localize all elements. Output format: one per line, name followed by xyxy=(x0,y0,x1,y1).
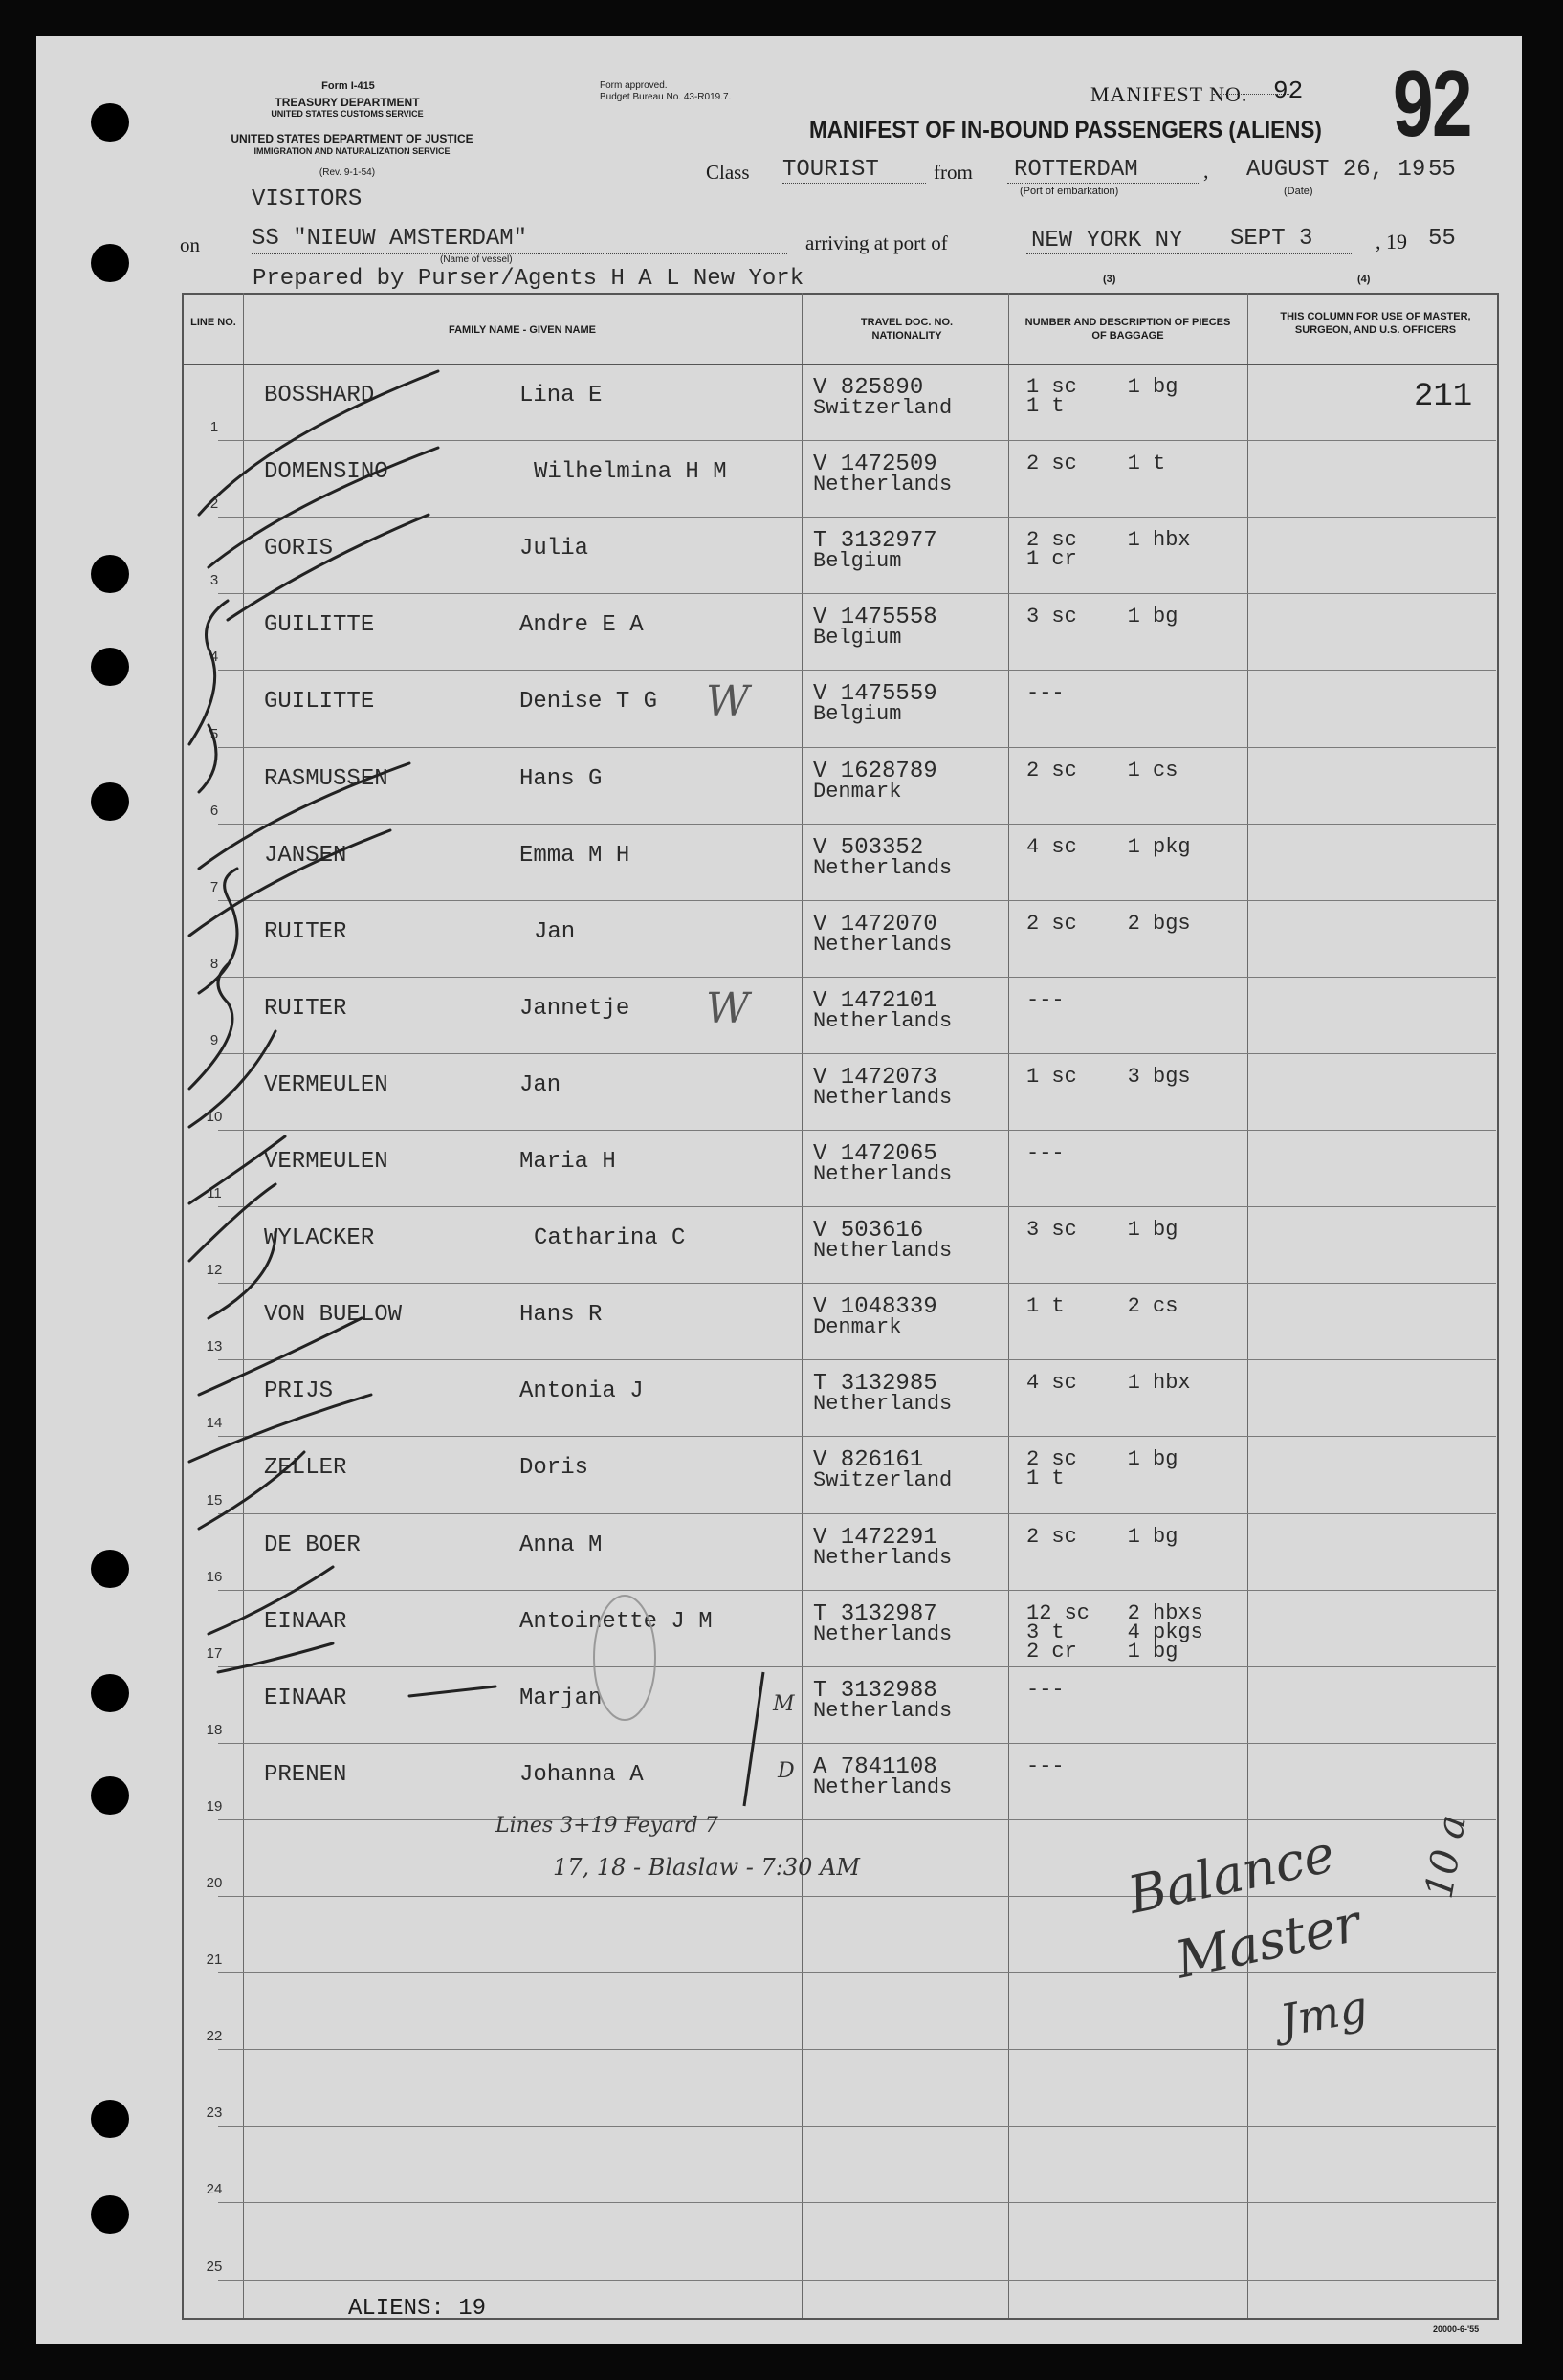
nationality: Switzerland xyxy=(813,1468,953,1493)
family-name: RUITER xyxy=(264,918,347,945)
manifest-title: MANIFEST OF IN-BOUND PASSENGERS (ALIENS) xyxy=(809,117,1322,143)
manifest-no-label: MANIFEST NO. xyxy=(1090,82,1248,106)
baggage-line-3: 2 cr 1 bg xyxy=(1026,1639,1178,1664)
from-dotted xyxy=(1007,183,1199,184)
arriving-year: 55 xyxy=(1428,226,1456,252)
print-code: 20000-6-'55 xyxy=(1433,2325,1480,2334)
binder-hole xyxy=(91,244,129,282)
class-dotted xyxy=(782,183,926,184)
ins-service: IMMIGRATION AND NATURALIZATION SERVICE xyxy=(253,146,451,156)
family-name: ZELLER xyxy=(264,1455,347,1482)
row-separator xyxy=(218,1972,1496,1973)
baggage-line-1: 1 t 2 cs xyxy=(1026,1294,1178,1319)
baggage-line-1: 4 sc 1 hbx xyxy=(1026,1371,1191,1396)
family-name: RUITER xyxy=(264,995,347,1022)
binder-hole xyxy=(91,2195,129,2234)
binder-hole xyxy=(91,648,129,686)
given-name: Andre E A xyxy=(519,612,644,639)
date-year: 55 xyxy=(1428,157,1456,183)
given-name: Hans R xyxy=(519,1302,603,1329)
nationality: Netherlands xyxy=(813,1698,953,1723)
row-separator xyxy=(218,2126,1496,2127)
signature-master: Master xyxy=(1170,1892,1366,1991)
travel-doc-no: T 3132977 xyxy=(813,528,937,555)
travel-doc-no: V 1472509 xyxy=(813,452,937,478)
binder-hole xyxy=(91,1550,129,1588)
baggage-line-1: 3 sc 1 bg xyxy=(1026,605,1178,629)
signature-initials: Jmg xyxy=(1276,1980,1372,2047)
line-number: 5 xyxy=(209,725,219,742)
nationality: Netherlands xyxy=(813,1008,953,1033)
binder-hole xyxy=(91,1776,129,1815)
line-number: 10 xyxy=(206,1109,223,1125)
row-separator xyxy=(218,2049,1496,2050)
nationality: Belgium xyxy=(813,626,902,650)
travel-doc-no: V 503352 xyxy=(813,834,924,861)
family-name: PRIJS xyxy=(264,1378,334,1405)
handwritten-note-2: 17, 18 - Blaslaw - 7:30 AM xyxy=(553,1854,860,1881)
nationality: Belgium xyxy=(813,549,902,574)
travel-doc-no: T 3132985 xyxy=(813,1371,937,1398)
travel-doc-no: A 7841108 xyxy=(813,1753,937,1780)
travel-doc-no: T 3132988 xyxy=(813,1677,937,1704)
col-header-name: FAMILY NAME - GIVEN NAME xyxy=(448,324,597,336)
class-value: TOURIST xyxy=(782,157,879,183)
line-number: 1 xyxy=(209,419,219,436)
line-number: 14 xyxy=(206,1415,223,1432)
baggage-line-1: --- xyxy=(1026,1677,1065,1702)
given-name: Hans G xyxy=(519,765,603,792)
line-number: 3 xyxy=(209,572,219,589)
date-note: (Date) xyxy=(1284,186,1313,197)
line-number: 17 xyxy=(206,1644,223,1662)
baggage-line-1: 1 sc 1 bg xyxy=(1026,375,1178,399)
vessel-dotted xyxy=(252,253,787,254)
manifest-no-stamp: 92 xyxy=(1393,51,1471,156)
nationality: Netherlands xyxy=(813,1545,953,1570)
family-name: PRENEN xyxy=(264,1761,347,1788)
col-header-line-no: LINE NO. xyxy=(190,317,236,328)
margin-note: W xyxy=(706,677,750,727)
binder-hole xyxy=(91,555,129,593)
form-number: Form I-415 xyxy=(321,80,375,92)
family-name: GUILITTE xyxy=(264,689,375,716)
row-separator xyxy=(218,2202,1496,2203)
check-marks xyxy=(170,362,505,1911)
baggage-line-1: --- xyxy=(1026,1141,1065,1165)
visitors-label: VISITORS xyxy=(252,187,363,212)
arriving-dotted xyxy=(1026,253,1352,254)
travel-doc-no: V 1475558 xyxy=(813,605,937,631)
given-name: Jan xyxy=(519,1071,561,1098)
vessel-name: SS "NIEUW AMSTERDAM" xyxy=(252,226,528,252)
line-number: 7 xyxy=(209,878,219,895)
travel-doc-no: V 1475559 xyxy=(813,681,937,708)
family-name: VERMEULEN xyxy=(264,1149,388,1175)
family-name: VON BUELOW xyxy=(264,1302,403,1329)
line-number: 8 xyxy=(209,955,219,972)
arriving-port: NEW YORK NY xyxy=(1031,228,1183,253)
nationality: Netherlands xyxy=(813,1621,953,1646)
line-number: 20 xyxy=(206,1875,223,1891)
family-name: WYLACKER xyxy=(264,1225,375,1252)
travel-doc-no: V 826161 xyxy=(813,1447,924,1474)
nationality: Netherlands xyxy=(813,473,953,497)
nationality: Netherlands xyxy=(813,1162,953,1186)
manifest-no-written: 92 xyxy=(1273,77,1304,105)
family-name: DOMENSINO xyxy=(264,459,388,486)
given-name: Jannetje xyxy=(519,995,630,1022)
circular-stamp xyxy=(582,1586,668,1730)
given-name: Maria H xyxy=(519,1149,616,1175)
family-name: VERMEULEN xyxy=(264,1071,388,1098)
baggage-line-1: 1 sc 3 bgs xyxy=(1026,1064,1191,1089)
binder-hole xyxy=(91,2100,129,2138)
binder-hole xyxy=(91,103,129,142)
svg-text:M: M xyxy=(773,1692,795,1716)
baggage-line-2: 1 cr xyxy=(1026,547,1077,572)
travel-doc-no: V 1628789 xyxy=(813,758,937,784)
line-number: 11 xyxy=(207,1185,222,1202)
nationality: Switzerland xyxy=(813,396,953,420)
family-name: RASMUSSEN xyxy=(264,765,388,792)
family-name: DE BOER xyxy=(264,1532,361,1558)
footer-aliens: ALIENS: 19 xyxy=(348,2296,487,2322)
baggage-line-2: 1 t xyxy=(1026,1466,1065,1491)
line-number: 18 xyxy=(206,1721,223,1738)
family-name: JANSEN xyxy=(264,842,347,869)
line-number: 15 xyxy=(206,1491,223,1509)
travel-doc-no: V 1472070 xyxy=(813,911,937,937)
given-name: Johanna A xyxy=(519,1761,644,1788)
svg-text:D: D xyxy=(778,1759,795,1783)
nationality: Denmark xyxy=(813,1315,902,1340)
line-number: 2 xyxy=(209,496,219,513)
line-number: 13 xyxy=(206,1338,223,1355)
treasury-dept: TREASURY DEPARTMENT xyxy=(275,96,420,109)
budget-bureau: Budget Bureau No. 43-R019.7. xyxy=(600,92,732,102)
given-name: Emma M H xyxy=(519,842,630,869)
nationality: Netherlands xyxy=(813,1392,953,1417)
handwritten-note-1: Lines 3+19 Feyard 7 xyxy=(495,1814,718,1838)
travel-doc-no: V 1472065 xyxy=(813,1141,937,1167)
nationality: Netherlands xyxy=(813,1085,953,1110)
nationality: Netherlands xyxy=(813,855,953,880)
col-header-baggage: NUMBER AND DESCRIPTION OF PIECES OF BAGGAGE xyxy=(1024,317,1231,342)
col3-label: (3) xyxy=(1103,274,1116,285)
arriving-year-prefix: , 19 xyxy=(1376,230,1407,253)
baggage-line-1: --- xyxy=(1026,987,1065,1012)
travel-doc-no: V 1472101 xyxy=(813,987,937,1014)
signature-balance: Balance xyxy=(1122,1822,1340,1927)
baggage-line-1: 4 sc 1 pkg xyxy=(1026,834,1191,859)
baggage-line-1: 2 sc 2 bgs xyxy=(1026,911,1191,936)
baggage-line-2: 3 t 4 pkgs xyxy=(1026,1620,1203,1644)
customs-service: UNITED STATES CUSTOMS SERVICE xyxy=(271,109,424,119)
given-name: Wilhelmina H M xyxy=(534,459,727,486)
line-number: 12 xyxy=(206,1262,223,1279)
given-name: Catharina C xyxy=(534,1225,686,1252)
baggage-line-1: 3 sc 1 bg xyxy=(1026,1218,1178,1243)
vessel-note: (Name of vessel) xyxy=(440,254,513,265)
col-header-officers: THIS COLUMN FOR USE OF MASTER, SURGEON, AND U.S. OFFICERS xyxy=(1280,311,1471,336)
prepared-by: Prepared by Purser/Agents H A L New York xyxy=(253,266,804,292)
given-name: Jan xyxy=(534,918,576,945)
form-approved: Form approved. xyxy=(600,80,668,91)
family-name: EINAAR xyxy=(264,1608,347,1635)
margin-note: W xyxy=(706,983,750,1033)
baggage-line-2: 1 t xyxy=(1026,394,1065,418)
officer-note: 211 xyxy=(1414,379,1473,415)
signature-time: 10 a xyxy=(1417,1811,1475,1903)
manifest-sheet: Form I-415 TREASURY DEPARTMENT UNITED STATES CUSTOMS SERVICE UNITED STATES DEPARTMENT OF JUSTICE IMMIGRATION AND NATURALIZATION SERVICE (Rev. 9-1-54) Form approved. Budget Bureau No. 43-R019.7. MANIFEST NO. 92 92 MANIFEST OF IN-BOUND PASSENGERS (ALIENS) Class TOURIST from ROTTERDAM (Port of embarkation) , AUGUST 26, 19 55 (Date) VISITORS on SS "NIEUW AMSTERDAM" (Name of vessel) arriving at port of NEW YORK NY SEPT 3 , 19 55 Prepared by Purser/Agents H A L New York (3) (4) LINE NO. FAMILY NAME - GIVEN NAME TRAVEL DOC. NO. NATIONALITY NUMBER AND DESCRIPTION OF PIECES OF BAGGAGE THIS COLUMN FOR USE OF MASTER, SURGEON, AND U.S. OFFICERS 1 BOSSHARD Lina E V 825890 Switzerland 1 sc 1 bg 1 t 211 2 DOMENSINO Wilhelmina H M V 1472509 Netherlands 2 sc 1 t 3 GORIS Julia T 3132977 Belgium 2 sc 1 hbx 1 cr 4 GUILITTE Andre E A V 1475558 Belgium 3 sc 1 bg 5 GUILITTE Denise T G V 1475559 Belgium --- W 6 RASMUSSEN Hans G V 1628789 Denmark 2 sc 1 cs 7 JANSEN Emma M H V 503352 Netherlands 4 sc 1 pkg 8 RUITER Jan V 1472070 Netherlands 2 sc 2 bgs 9 RUITER Jannetje V 1472101 Netherlands --- W 10 VERMEULEN Jan V 1472073 Netherlands 1 sc 3 bgs 11 VERMEULEN Maria H V 1472065 Netherlands --- 12 WYLACKER Catharina C V 503616 Netherlands 3 sc 1 bg 13 VON BUELOW Hans R V 1048339 Denmark 1 t 2 cs 14 PRIJS Antonia J T 3132985 Netherlands 4 sc 1 hbx 15 ZELLER Doris V 826161 Switzerland 2 sc 1 bg 1 t 16 DE BOER Anna M V 1472291 Netherlands 2 sc 1 bg 17 EINAAR Antoinette J M T 3132987 Netherlands 12 sc 2 hbxs 3 t 4 pkgs 2 cr 1 bg 18 EINAAR Marjan T 3132988 Netherlands --- 19 PRENEN Johanna A A 7841108 Netherlands --- 20 21 22 23 24 25 Lines 3+19 Feyard 7 17, 18 - Blaslaw - 7:30 AM Balance Master 10 a Jmg M D ALIENS: 19 20000-6-'55 xyxy=(36,36,1522,2344)
col-header-travel: TRAVEL DOC. NO. NATIONALITY xyxy=(860,317,954,342)
given-name: Marjan xyxy=(519,1685,603,1711)
line-number: 16 xyxy=(206,1568,223,1585)
line-number: 23 xyxy=(206,2105,223,2122)
nationality: Belgium xyxy=(813,702,902,727)
travel-doc-no: V 1472291 xyxy=(813,1524,937,1551)
line-number: 25 xyxy=(206,2258,223,2275)
form-revision: (Rev. 9-1-54) xyxy=(319,167,376,178)
baggage-line-1: --- xyxy=(1026,681,1065,706)
travel-doc-no: T 3132987 xyxy=(813,1600,937,1627)
given-name: Julia xyxy=(519,536,589,562)
line-number: 19 xyxy=(206,1797,223,1815)
given-name: Denise T G xyxy=(519,689,658,716)
given-name: Anna M xyxy=(519,1532,603,1558)
row-separator xyxy=(218,2280,1496,2281)
arriving-date: SEPT 3 xyxy=(1230,226,1313,252)
arriving-label: arriving at port of xyxy=(805,231,948,254)
binder-hole xyxy=(91,1674,129,1712)
given-name: Antonia J xyxy=(519,1378,644,1405)
line-number: 9 xyxy=(209,1031,219,1048)
family-name: EINAAR xyxy=(264,1685,347,1711)
class-label: Class xyxy=(706,161,750,184)
travel-doc-no: V 503616 xyxy=(813,1218,924,1245)
line-number: 21 xyxy=(206,1951,223,1969)
col4-label: (4) xyxy=(1357,274,1371,285)
from-value: ROTTERDAM xyxy=(1014,157,1138,183)
baggage-line-1: 12 sc 2 hbxs xyxy=(1026,1600,1203,1625)
baggage-line-1: 2 sc 1 bg xyxy=(1026,1524,1178,1549)
line-number: 6 xyxy=(209,802,219,819)
binder-hole xyxy=(91,782,129,821)
travel-doc-no: V 1472073 xyxy=(813,1064,937,1091)
given-name: Antoinette J M xyxy=(519,1608,713,1635)
baggage-line-1: 2 sc 1 bg xyxy=(1026,1447,1178,1472)
nationality: Netherlands xyxy=(813,932,953,957)
nationality: Netherlands xyxy=(813,1239,953,1264)
given-name: Lina E xyxy=(519,383,603,408)
given-name: Doris xyxy=(519,1455,589,1482)
nationality: Denmark xyxy=(813,779,902,804)
port-note: (Port of embarkation) xyxy=(1020,186,1119,197)
baggage-line-1: 2 sc 1 hbx xyxy=(1026,528,1191,553)
family-name: GORIS xyxy=(264,536,334,562)
line-number: 24 xyxy=(206,2181,223,2198)
travel-doc-no: V 825890 xyxy=(813,375,924,401)
on-label: on xyxy=(180,233,200,256)
baggage-line-1: 2 sc 1 t xyxy=(1026,452,1166,476)
from-label: from xyxy=(934,161,973,184)
bracket-mark xyxy=(735,1663,830,1816)
date-value: AUGUST 26, 19 xyxy=(1246,157,1426,183)
family-name: GUILITTE xyxy=(264,612,375,639)
line-number: 22 xyxy=(206,2028,223,2045)
baggage-line-1: --- xyxy=(1026,1753,1065,1778)
justice-dept: UNITED STATES DEPARTMENT OF JUSTICE xyxy=(231,132,473,145)
baggage-line-1: 2 sc 1 cs xyxy=(1026,758,1178,782)
travel-doc-no: V 1048339 xyxy=(813,1294,937,1321)
family-name: BOSSHARD xyxy=(264,383,375,408)
line-number: 4 xyxy=(209,649,219,666)
nationality: Netherlands xyxy=(813,1774,953,1799)
